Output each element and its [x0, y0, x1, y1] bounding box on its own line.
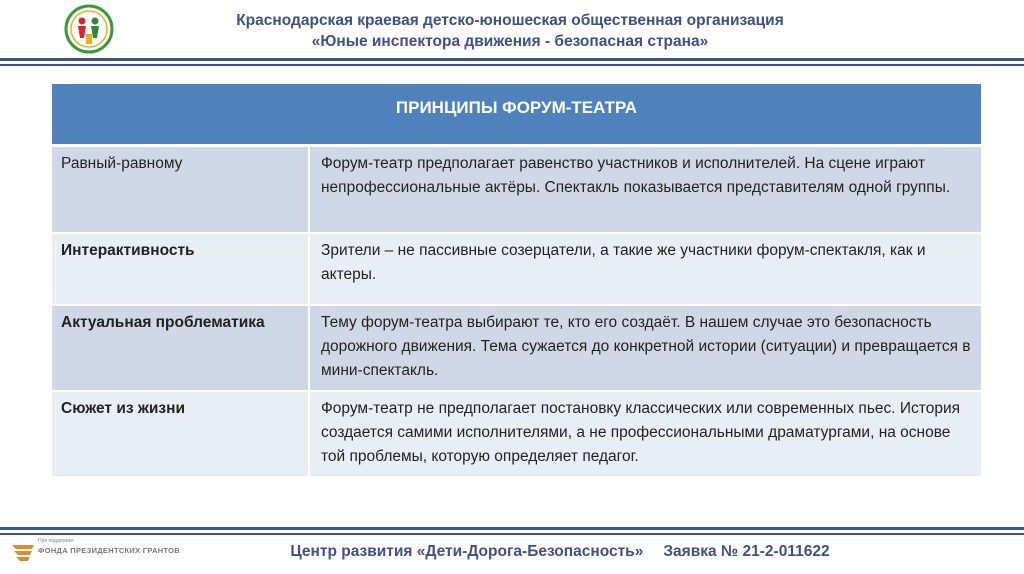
- table-row: [52, 392, 981, 478]
- principles-table: [52, 84, 981, 478]
- principle-cell: Сюжет из жизни: [52, 392, 310, 476]
- footer-center-name: Центр развития «Дети-Дорога-Безопасность»: [290, 543, 644, 560]
- header-divider: [0, 58, 1024, 61]
- footer-divider-thin: [0, 533, 1024, 535]
- description-cell: Тему форум-театра выбирают те, кто его создаёт. В нашем случае это безопасность дорожного движения. Тема сужается до конкретной истории (ситуации) и превращается в мини-спектакль.: [321, 314, 971, 379]
- grant-support-text: При поддержке: [38, 538, 74, 544]
- org-name-line2: «Юные инспектора движения - безопасная страна»: [311, 33, 709, 50]
- description-cell: Форум-театр предполагает равенство участников и исполнителей. На сцене играют непрофессиональные актёры. Спектакль показывается представителям одной группы.: [321, 155, 951, 196]
- table-row: [52, 147, 981, 234]
- table-row: [52, 234, 981, 306]
- footer-application-number: Заявка № 21-2-011622: [663, 543, 830, 560]
- table-row: [52, 306, 981, 392]
- description-cell: Форум-театр не предполагает постановку классических или современных пьес. История создается самими исполнителями, а не профессиональными драматургами, на основе той проблемы, которую определяет педагог.: [321, 400, 960, 465]
- principle-cell: Интерактивность: [52, 234, 310, 304]
- org-logo-icon: [64, 4, 114, 54]
- grant-fund-name: ФОНДА ПРЕЗИДЕНТСКИХ ГРАНТОВ: [38, 546, 180, 555]
- table-title: ПРИНЦИПЫ ФОРУМ-ТЕАТРА: [52, 84, 981, 147]
- org-name-line1: Краснодарская краевая детско-юношеская общественная организация: [236, 12, 784, 29]
- footer-text: [200, 543, 920, 561]
- principle-cell: Актуальная проблематика: [52, 306, 310, 390]
- header-divider-thin: [0, 64, 1024, 66]
- principle-cell: Равный-равному: [52, 147, 310, 232]
- description-cell: Зрители – не пассивные созерцатели, а такие же участники форум-спектакля, как и актеры.: [321, 242, 926, 283]
- footer-divider: [0, 527, 1024, 530]
